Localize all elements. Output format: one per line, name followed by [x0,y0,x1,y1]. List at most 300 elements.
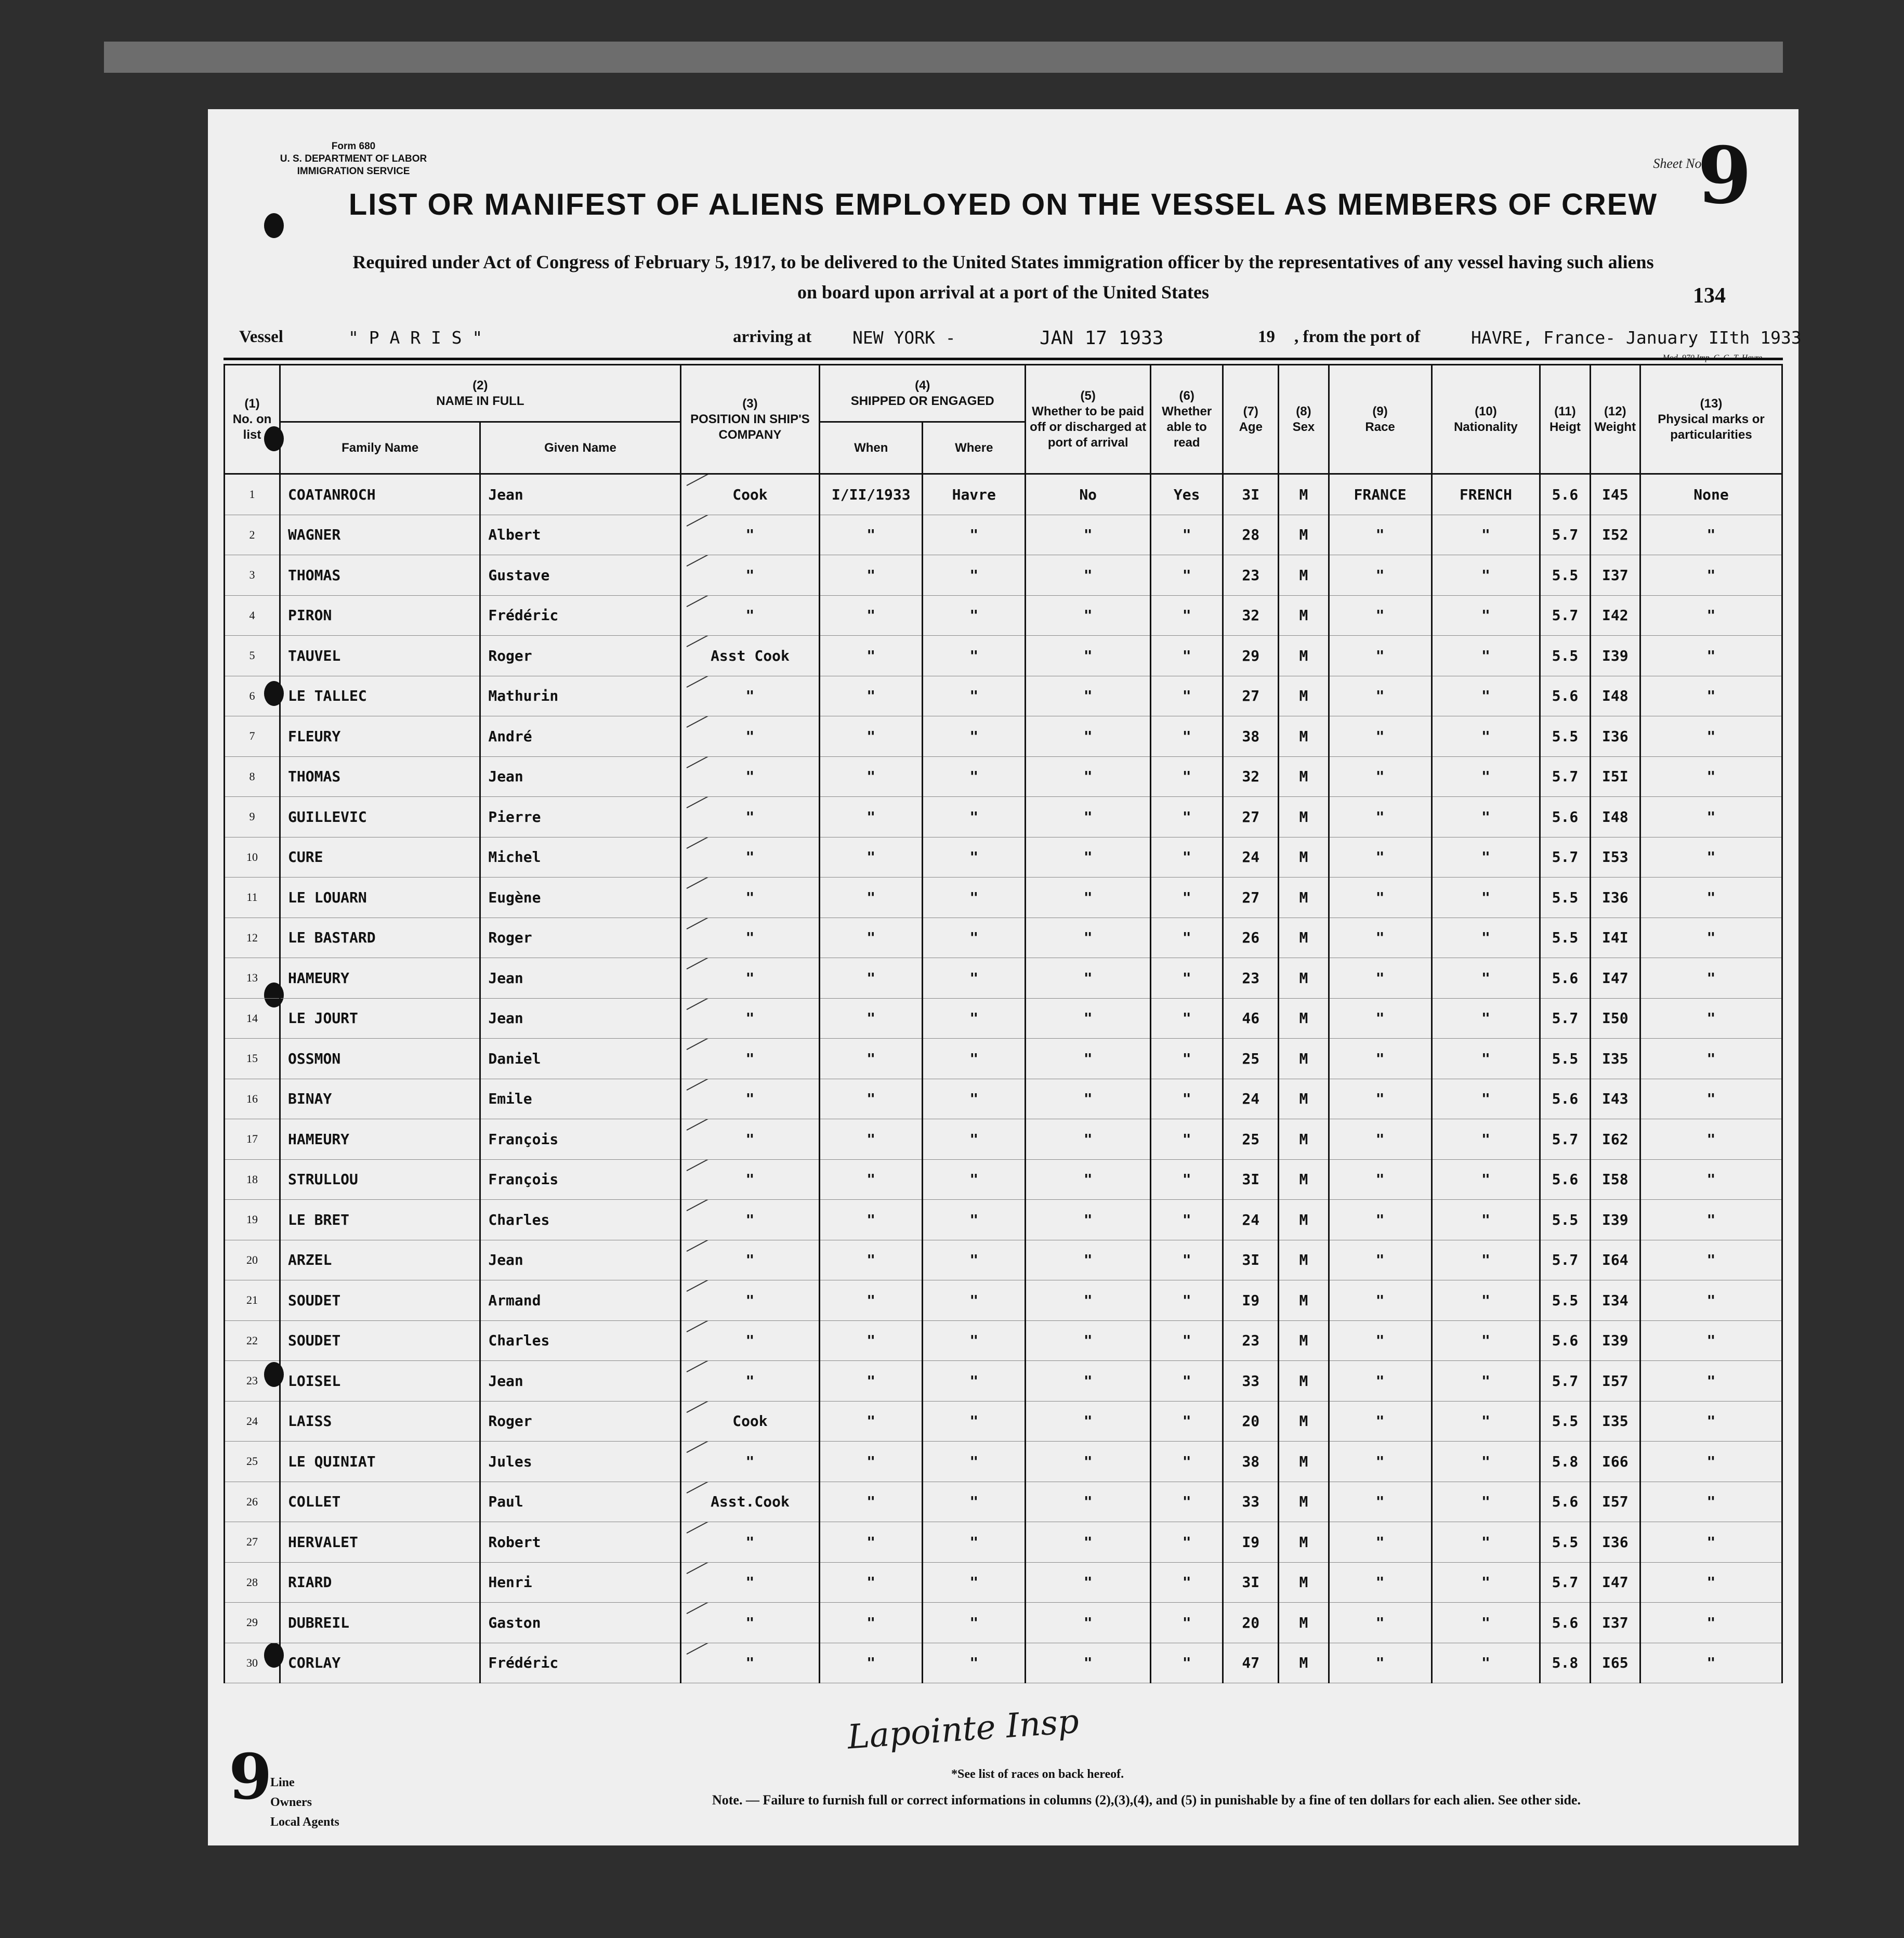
shipped-when-cell: " [820,918,923,958]
shipped-where-cell: " [923,1240,1026,1280]
position-text: " [745,1574,755,1591]
row-number: 26 [225,1482,280,1522]
race-cell: " [1329,998,1432,1039]
family-name-cell: HAMEURY [280,958,480,999]
position-text: Asst Cook [711,647,790,664]
sex-cell: M [1279,797,1329,837]
paid-off-cell: " [1026,756,1151,797]
given-name-cell: Roger [480,918,680,958]
race-cell: " [1329,1200,1432,1240]
age-cell: 3I [1223,474,1279,515]
nationality-cell: " [1432,1442,1540,1482]
able-to-read-cell: " [1151,1442,1223,1482]
age-cell: 20 [1223,1401,1279,1442]
table-row [225,636,1782,676]
shipped-where-cell: " [923,958,1026,999]
shipped-where-cell: " [923,1562,1026,1603]
weight-cell: I57 [1590,1361,1640,1402]
table-row [225,1200,1782,1240]
race-cell: " [1329,636,1432,676]
family-name-cell: DUBREIL [280,1603,480,1643]
row-number: 17 [225,1119,280,1160]
row-number: 21 [225,1280,280,1321]
sex-cell: M [1279,555,1329,596]
arrival-date-stamp: JAN 17 1933 [1040,328,1164,349]
nationality-cell: " [1432,1200,1540,1240]
shipped-when-cell: " [820,1119,923,1160]
col-age-header: (7) Age [1223,365,1279,474]
race-cell: " [1329,756,1432,797]
row-number: 12 [225,918,280,958]
row-number: 22 [225,1320,280,1361]
able-to-read-cell: " [1151,1603,1223,1643]
checkmark-stroke [686,555,746,567]
position-text: " [745,687,755,705]
age-cell: 24 [1223,837,1279,878]
nationality-cell: " [1432,797,1540,837]
col-shipped-header: (4) SHIPPED OR ENGAGED [820,365,1026,422]
checkmark-stroke [686,1079,746,1090]
weight-cell: I37 [1590,555,1640,596]
age-cell: 23 [1223,1320,1279,1361]
shipped-when-cell: " [820,676,923,716]
row-number: 6 [225,676,280,716]
checkmark-stroke [686,1280,746,1292]
table-row [225,918,1782,958]
arriving-port: NEW YORK - [852,328,956,348]
weight-cell: I47 [1590,958,1640,999]
position-text: Cook [732,486,768,503]
race-cell: " [1329,797,1432,837]
sex-cell: M [1279,1603,1329,1643]
row-number: 30 [225,1643,280,1683]
height-cell: 5.6 [1540,958,1590,999]
position-text: " [745,1654,755,1672]
position-cell [680,1159,820,1200]
position-cell [680,636,820,676]
shipped-when-cell: " [820,797,923,837]
sex-cell: M [1279,837,1329,878]
paid-off-cell: " [1026,918,1151,958]
shipped-when-cell: " [820,1482,923,1522]
document-title: LIST OR MANIFEST OF ALIENS EMPLOYED ON THE VESSEL AS MEMBERS OF CREW [348,188,1658,221]
position-cell [680,837,820,878]
height-cell: 5.7 [1540,1361,1590,1402]
height-cell: 5.7 [1540,1562,1590,1603]
row-number: 5 [225,636,280,676]
nationality-cell: " [1432,1280,1540,1321]
age-cell: 38 [1223,716,1279,757]
marks-cell: " [1640,1159,1782,1200]
age-cell: 33 [1223,1482,1279,1522]
position-text: " [745,1332,755,1350]
marks-cell: " [1640,1039,1782,1079]
row-number: 3 [225,555,280,596]
paid-off-cell: " [1026,1159,1151,1200]
checkmark-stroke [686,1401,746,1412]
given-name-cell: Jean [480,998,680,1039]
manifest-sheet [208,109,1802,1845]
nationality-cell: " [1432,1361,1540,1402]
marks-cell: " [1640,756,1782,797]
paid-off-cell: " [1026,797,1151,837]
position-cell [680,918,820,958]
able-to-read-cell: " [1151,676,1223,716]
row-number: 8 [225,756,280,797]
position-text: " [745,1090,755,1108]
age-cell: 25 [1223,1119,1279,1160]
age-cell: 46 [1223,998,1279,1039]
nationality-cell: " [1432,1562,1540,1603]
race-cell: " [1329,878,1432,918]
shipped-when-cell: " [820,958,923,999]
table-row [225,474,1782,515]
nationality-cell: " [1432,998,1540,1039]
paid-off-cell: " [1026,636,1151,676]
table-row [225,555,1782,596]
footer-page-mark: 9 [229,1740,272,1814]
table-row [225,1361,1782,1402]
family-name-cell: COATANROCH [280,474,480,515]
nationality-cell: " [1432,1240,1540,1280]
checkmark-stroke [686,756,746,768]
family-name-cell: THOMAS [280,756,480,797]
checkmark-stroke [686,958,746,970]
age-cell: I9 [1223,1280,1279,1321]
weight-cell: I39 [1590,1200,1640,1240]
sex-cell: M [1279,998,1329,1039]
nationality-cell: " [1432,716,1540,757]
paid-off-cell: " [1026,1442,1151,1482]
table-row [225,1643,1782,1683]
crew-manifest-table [224,364,1783,1683]
paid-off-cell: " [1026,676,1151,716]
shipped-when-cell: " [820,1079,923,1119]
able-to-read-cell: " [1151,1401,1223,1442]
weight-cell: I5I [1590,756,1640,797]
shipped-where-cell: " [923,1159,1026,1200]
weight-cell: I34 [1590,1280,1640,1321]
paid-off-cell: " [1026,1643,1151,1683]
table-row [225,1401,1782,1442]
shipped-when-cell: " [820,878,923,918]
checkmark-stroke [686,1522,746,1534]
marks-cell: " [1640,1079,1782,1119]
races-note: *See list of races on back hereof. [951,1767,1124,1781]
height-cell: 5.7 [1540,1119,1590,1160]
form-header [244,140,463,178]
checkmark-stroke [686,515,746,526]
table-row [225,1482,1782,1522]
row-number: 18 [225,1159,280,1200]
nationality-cell: " [1432,1482,1540,1522]
paid-off-cell: " [1026,1119,1151,1160]
height-cell: 5.5 [1540,636,1590,676]
marks-cell: " [1640,1482,1782,1522]
shipped-when-cell: " [820,716,923,757]
nationality-cell: " [1432,878,1540,918]
position-text: " [745,969,755,987]
header-rule [224,358,1783,360]
given-name-cell: Emile [480,1079,680,1119]
marks-cell: " [1640,676,1782,716]
checkmark-stroke [686,1361,746,1372]
table-row [225,998,1782,1039]
position-cell [680,1603,820,1643]
position-text: " [745,1452,755,1470]
position-text: " [745,727,755,745]
able-to-read-cell: " [1151,1361,1223,1402]
position-text: " [745,768,755,785]
checkmark-stroke [686,878,746,889]
given-name-cell: Jean [480,474,680,515]
row-number: 15 [225,1039,280,1079]
nationality-cell: FRENCH [1432,474,1540,515]
paid-off-cell: " [1026,878,1151,918]
family-name-cell: LE TALLEC [280,676,480,716]
form-number: Form 680 [331,141,376,152]
marks-cell: " [1640,1119,1782,1160]
sex-cell: M [1279,1643,1329,1683]
shipped-when-cell: " [820,1280,923,1321]
marks-cell: " [1640,1240,1782,1280]
position-cell [680,1562,820,1603]
age-cell: 27 [1223,676,1279,716]
checkmark-stroke [686,1159,746,1171]
sex-cell: M [1279,474,1329,515]
race-cell: " [1329,555,1432,596]
checkmark-stroke [686,1039,746,1050]
shipped-when-cell: " [820,1361,923,1402]
marks-cell: " [1640,716,1782,757]
family-name-cell: LE BASTARD [280,918,480,958]
position-cell [680,1119,820,1160]
checkmark-stroke [686,1482,746,1493]
vessel-line [229,328,1802,352]
col-sex-header: (8) Sex [1279,365,1329,474]
age-cell: 3I [1223,1159,1279,1200]
paid-off-cell: " [1026,1482,1151,1522]
marks-cell: " [1640,998,1782,1039]
shipped-where-cell: " [923,555,1026,596]
shipped-when-cell: " [820,1562,923,1603]
able-to-read-cell: " [1151,878,1223,918]
checkmark-stroke [686,474,746,486]
race-cell: " [1329,595,1432,636]
position-cell [680,998,820,1039]
given-name-cell: Roger [480,636,680,676]
shipped-where-cell: " [923,797,1026,837]
sheet-number: 9 [1697,130,1752,221]
race-cell: " [1329,1643,1432,1683]
weight-cell: I64 [1590,1240,1640,1280]
family-name-cell: PIRON [280,595,480,636]
row-number: 7 [225,716,280,757]
marks-cell: " [1640,1442,1782,1482]
height-cell: 5.5 [1540,878,1590,918]
sex-cell: M [1279,636,1329,676]
race-cell: " [1329,1240,1432,1280]
height-cell: 5.5 [1540,716,1590,757]
age-cell: I9 [1223,1522,1279,1563]
table-row [225,1280,1782,1321]
height-cell: 5.8 [1540,1442,1590,1482]
nationality-cell: " [1432,1079,1540,1119]
local-agents-label: Local Agents [270,1815,339,1829]
family-name-cell: RIARD [280,1562,480,1603]
position-text: " [745,1614,755,1631]
marks-cell: " [1640,555,1782,596]
nationality-cell: " [1432,1159,1540,1200]
col-marks-header: (13) Physical marks or particularities [1640,365,1782,474]
family-name-cell: LE BRET [280,1200,480,1240]
position-text: " [745,1372,755,1390]
marks-cell: " [1640,1401,1782,1442]
checkmark-stroke [686,636,746,647]
position-cell [680,1522,820,1563]
family-name-cell: HAMEURY [280,1119,480,1160]
marks-cell: " [1640,918,1782,958]
height-cell: 5.8 [1540,1643,1590,1683]
position-cell [680,595,820,636]
family-name-cell: HERVALET [280,1522,480,1563]
family-name-cell: OSSMON [280,1039,480,1079]
able-to-read-cell: " [1151,1643,1223,1683]
paid-off-cell: No [1026,474,1151,515]
weight-cell: I52 [1590,515,1640,555]
line-label: Line [270,1776,295,1789]
row-number: 16 [225,1079,280,1119]
family-name-cell: LAISS [280,1401,480,1442]
sex-cell: M [1279,595,1329,636]
height-cell: 5.6 [1540,1603,1590,1643]
weight-cell: I39 [1590,636,1640,676]
weight-cell: I53 [1590,837,1640,878]
weight-cell: I36 [1590,1522,1640,1563]
able-to-read-cell: " [1151,1522,1223,1563]
sex-cell: M [1279,756,1329,797]
sex-cell: M [1279,716,1329,757]
position-cell [680,878,820,918]
position-text: " [745,1291,755,1309]
marks-cell: " [1640,1200,1782,1240]
table-row [225,1240,1782,1280]
shipped-when-cell: " [820,555,923,596]
row-number: 1 [225,474,280,515]
given-name-cell: Jean [480,958,680,999]
weight-cell: I36 [1590,716,1640,757]
table-row [225,1079,1782,1119]
paid-off-cell: " [1026,555,1151,596]
shipped-when-cell: " [820,1039,923,1079]
family-name-cell: SOUDET [280,1280,480,1321]
position-cell [680,1361,820,1402]
age-cell: 27 [1223,878,1279,918]
shipped-when-cell: " [820,1442,923,1482]
sex-cell: M [1279,878,1329,918]
shipped-where-cell: " [923,1320,1026,1361]
given-name-cell: Frédéric [480,1643,680,1683]
paid-off-cell: " [1026,1562,1151,1603]
age-cell: 33 [1223,1361,1279,1402]
able-to-read-cell: " [1151,797,1223,837]
position-text: " [745,929,755,947]
marks-cell: " [1640,1280,1782,1321]
shipped-where-cell: " [923,1482,1026,1522]
col-height-header: (11) Heigt [1540,365,1590,474]
row-number: 28 [225,1562,280,1603]
height-cell: 5.5 [1540,918,1590,958]
able-to-read-cell: " [1151,1320,1223,1361]
height-cell: 5.5 [1540,1280,1590,1321]
nationality-cell: " [1432,1603,1540,1643]
position-text: " [745,1171,755,1188]
given-name-cell: Jean [480,756,680,797]
col-given-name-header: Given Name [480,422,680,474]
sex-cell: M [1279,1562,1329,1603]
marks-cell: None [1640,474,1782,515]
row-number: 29 [225,1603,280,1643]
able-to-read-cell: " [1151,756,1223,797]
checkmark-stroke [686,595,746,607]
age-cell: 23 [1223,958,1279,999]
position-text: " [745,808,755,826]
nationality-cell: " [1432,555,1540,596]
penalty-note: Note. — Failure to furnish full or correct informations in columns (2),(3),(4), and (5) in punishable by a fine of ten dollars for each alien. See other side. [712,1792,1581,1808]
position-cell [680,716,820,757]
table-row [225,716,1782,757]
age-cell: 27 [1223,797,1279,837]
paid-off-cell: " [1026,716,1151,757]
position-cell [680,1643,820,1683]
family-name-cell: LE JOURT [280,998,480,1039]
shipped-where-cell: " [923,1079,1026,1119]
row-number: 25 [225,1442,280,1482]
from-port: HAVRE, France- January IIth 1933 [1471,328,1802,348]
row-number: 13 [225,958,280,999]
paid-off-cell: " [1026,1039,1151,1079]
sex-cell: M [1279,1442,1329,1482]
year-label: 19 [1258,328,1275,346]
shipped-where-cell: " [923,1361,1026,1402]
inspector-signature: Lapointe Insp [846,1702,1081,1757]
sex-cell: M [1279,1280,1329,1321]
vessel-name: " P A R I S " [348,328,483,348]
given-name-cell: Albert [480,515,680,555]
checkmark-stroke [686,1200,746,1211]
marks-cell: " [1640,837,1782,878]
position-text: Asst.Cook [711,1493,790,1511]
scan-edge [104,42,1783,73]
position-cell [680,1442,820,1482]
position-cell [680,797,820,837]
position-cell [680,1240,820,1280]
weight-cell: I48 [1590,676,1640,716]
able-to-read-cell: " [1151,918,1223,958]
given-name-cell: Eugène [480,878,680,918]
sheet-label: Sheet No. [1653,156,1705,171]
weight-cell: I65 [1590,1643,1640,1683]
checkmark-stroke [686,1119,746,1131]
sex-cell: M [1279,1240,1329,1280]
age-cell: 25 [1223,1039,1279,1079]
marks-cell: " [1640,1603,1782,1643]
given-name-cell: Paul [480,1482,680,1522]
able-to-read-cell: " [1151,595,1223,636]
race-cell: " [1329,1482,1432,1522]
given-name-cell: Charles [480,1200,680,1240]
shipped-where-cell: " [923,756,1026,797]
